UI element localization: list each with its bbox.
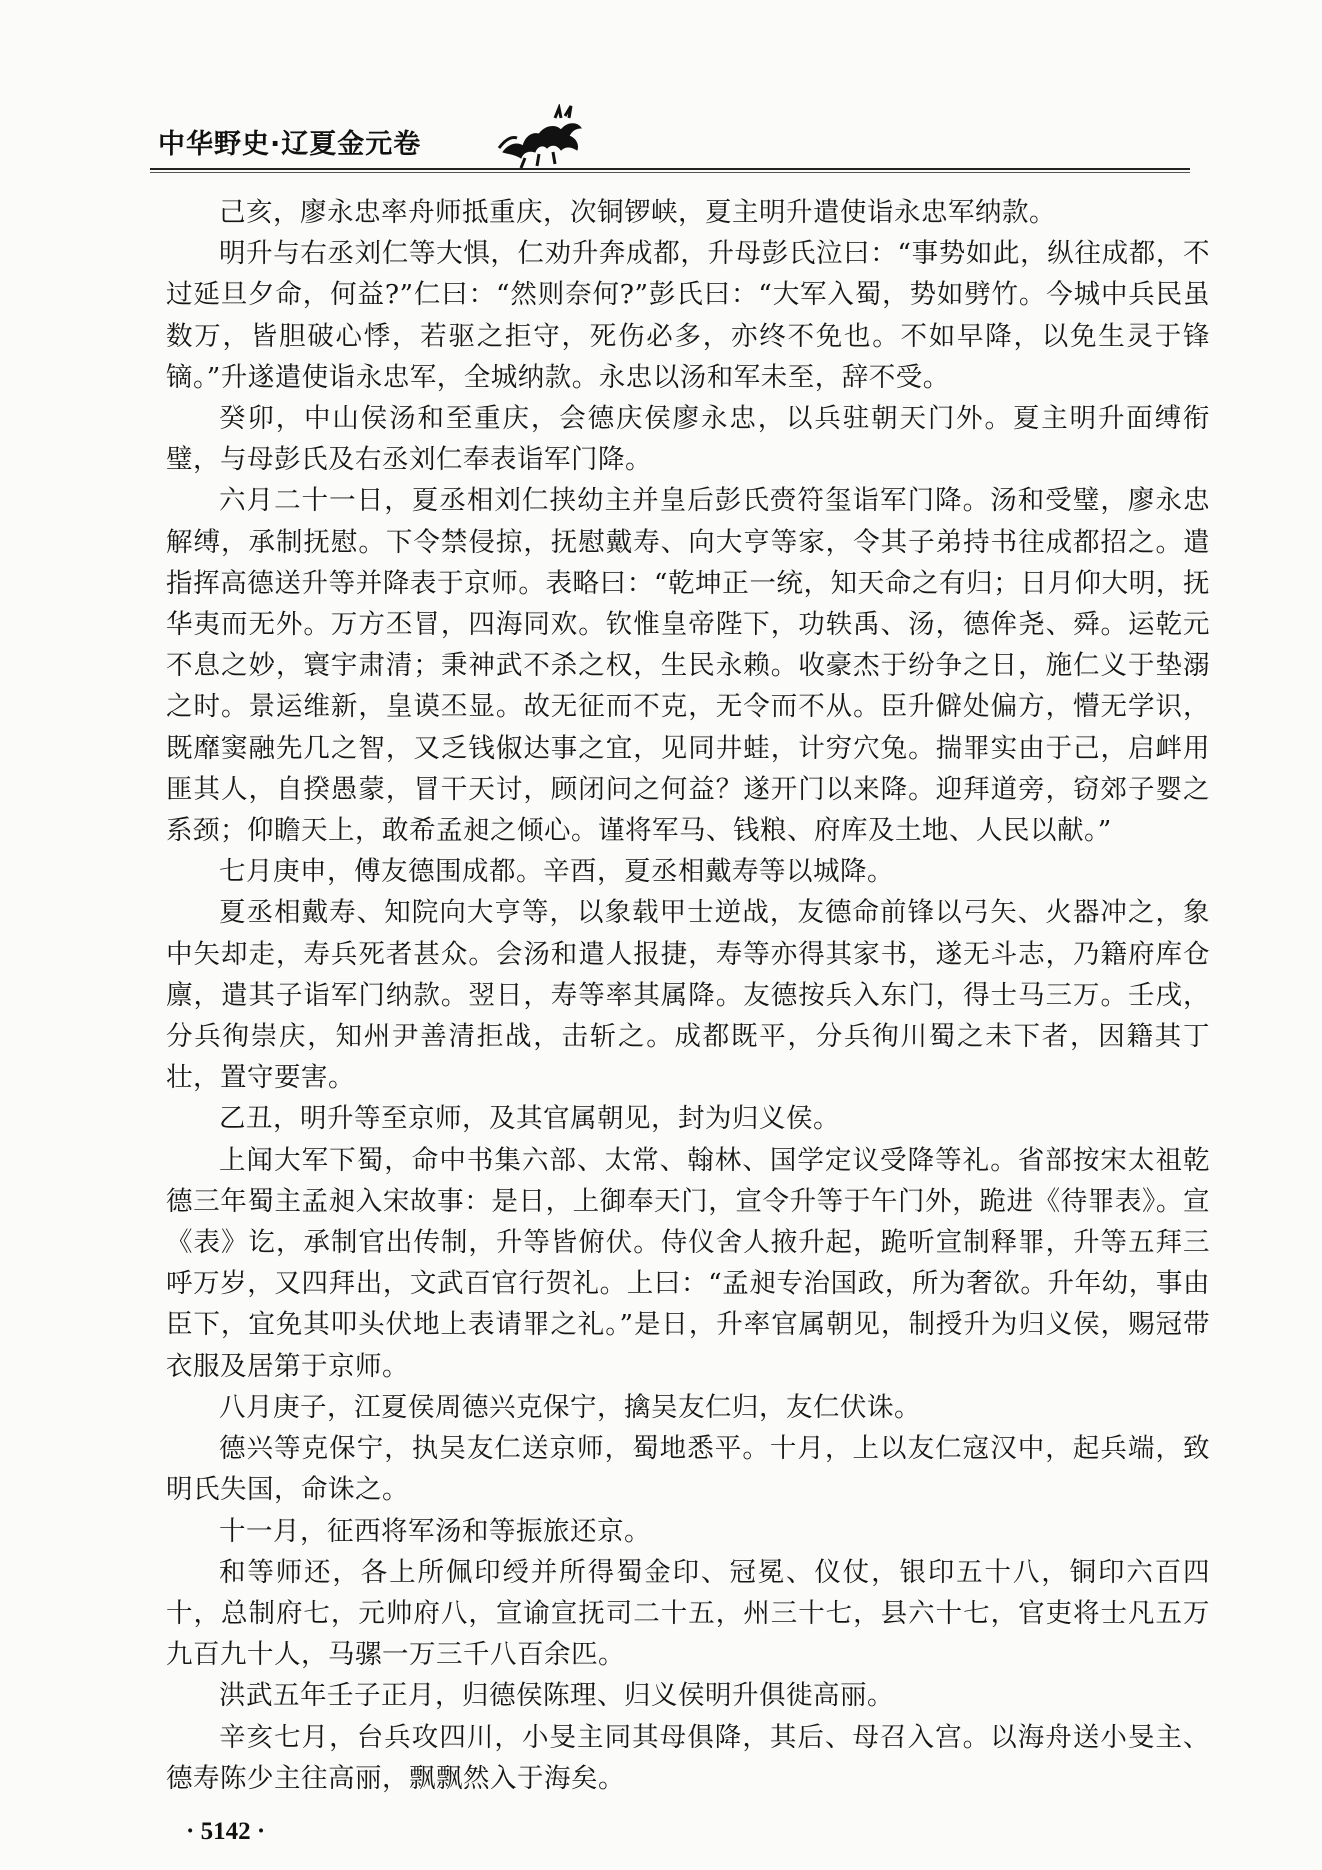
paragraph: 上闻大军下蜀，命中书集六部、太常、翰林、国学定议受降等礼。省部按宋太祖乾德三年蜀主孟昶入宋故事：是日，上御奉天门，宣令升等于午门外，跪进《待罪表》。宣《表》讫，承制官出传制，升等皆俯伏。侍仪舍人掖升起，跪听宣制释罪，升等五拜三呼万岁，又四拜出，文武百官行贺礼。上曰：“孟昶专治国政，所为奢欲。升年幼，事由臣下，宜免其叩头伏地上表请罪之礼。”是日，升率官属朝见，制授升为归义侯，赐冠带衣服及居第于京师。 <box>166 1144 1210 1382</box>
paragraph: 八月庚子，江夏侯周德兴克保宁，擒吴友仁归，友仁伏诛。 <box>219 1391 921 1423</box>
paragraph: 夏丞相戴寿、知院向大亨等，以象载甲士逆战，友德命前锋以弓矢、火器冲之，象中矢却走，寿兵死者甚众。会汤和遣人报捷，寿等亦得其家书，遂无斗志，乃籍府库仓廪，遣其子诣军门纳款。翌日，寿等率其属降。友德按兵入东门，得士马三万。壬戌，分兵徇崇庆，知州尹善清拒战，击斩之。成都既平，分兵徇川蜀之未下者，因籍其丁壮，置守要害。 <box>166 897 1210 1094</box>
paragraph: 十一月，征西将军汤和等振旅还京。 <box>219 1515 651 1547</box>
paragraph: 和等师还，各上所佩印绶并所得蜀金印、冠冕、仪仗，银印五十八，铜印六百四十，总制府七，元帅府八，宣谕宣抚司二十五，州三十七，县六十七，官吏将士凡五万九百九十人，马骡一万三千八百余匹。 <box>166 1556 1210 1671</box>
header-rule <box>150 168 1190 170</box>
page-number: · 5142 · <box>186 1818 266 1845</box>
running-header <box>150 110 1190 174</box>
header-rule-thin <box>150 172 1190 173</box>
paragraph: 辛亥七月，台兵攻四川，小旻主同其母俱降，其后、母召入宫。以海舟送小旻主、德寿陈少主往高丽，飘飘然入于海矣。 <box>166 1721 1210 1794</box>
paragraph: 明升与右丞刘仁等大惧，仁劝升奔成都，升母彭氏泣曰：“事势如此，纵往成都，不过延旦夕命，何益?”仁曰：“然则奈何?”彭氏曰：“大军入蜀，势如劈竹。今城中兵民虽数万，皆胆破心悸，若驱之拒守，死伤必多，亦终不免也。不如早降，以免生灵于锋镝。”升遂遣使诣永忠军，全城纳款。永忠以汤和军未至，辞不受。 <box>166 238 1210 393</box>
paragraph: 七月庚申，傅友德围成都。辛酉，夏丞相戴寿等以城降。 <box>219 856 894 888</box>
book-title: 中华野史·辽夏金元卷 <box>158 129 422 160</box>
paragraph: 乙丑，明升等至京师，及其官属朝见，封为归义侯。 <box>219 1103 840 1135</box>
paragraph: 癸卯，中山侯汤和至重庆，会德庆侯廖永忠，以兵驻朝天门外。夏主明升面缚衔璧，与母彭氏及右丞刘仁奉表诣军门降。 <box>166 403 1210 476</box>
paragraph: 六月二十一日，夏丞相刘仁挟幼主并皇后彭氏赍符玺诣军门降。汤和受璧，廖永忠解缚，承制抚慰。下令禁侵掠，抚慰戴寿、向大亨等家，令其子弟持书往成都招之。遣指挥高德送升等并降表于京师。表略曰：“乾坤正一统，知天命之有归；日月仰大明，抚华夷而无外。万方丕冒，四海同欢。钦惟皇帝陛下，功轶禹、汤，德侔尧、舜。运乾元不息之妙，寰宇肃清；秉神武不杀之权，生民永赖。收豪杰于纷争之日，施仁义于垫溺之时。景运维新，皇谟丕显。故无征而不克，无令而不从。臣升僻处偏方，懵无学识，既靡窦融先几之智，又乏钱俶达事之宜，见同井蛙，计穷穴兔。揣罪实由于己，启衅用匪其人，自揆愚蒙，冒干天讨，顾闭问之何益？遂开门以来降。迎拜道旁，窃郊子婴之系颈；仰瞻天上，敢希孟昶之倾心。谨将军马、钱粮、府库及土地、人民以献。” <box>166 485 1210 847</box>
page-body <box>166 192 1210 1799</box>
paragraph: 德兴等克保宁，执吴友仁送京师，蜀地悉平。十月，上以友仁寇汉中，起兵端，致明氏失国，命诛之。 <box>166 1433 1210 1506</box>
dragon-icon <box>495 104 587 170</box>
paragraph: 己亥，廖永忠率舟师抵重庆，次铜锣峡，夏主明升遣使诣永忠军纳款。 <box>219 197 1056 228</box>
paragraph: 洪武五年壬子正月，归德侯陈理、归义侯明升俱徙高丽。 <box>219 1680 894 1712</box>
